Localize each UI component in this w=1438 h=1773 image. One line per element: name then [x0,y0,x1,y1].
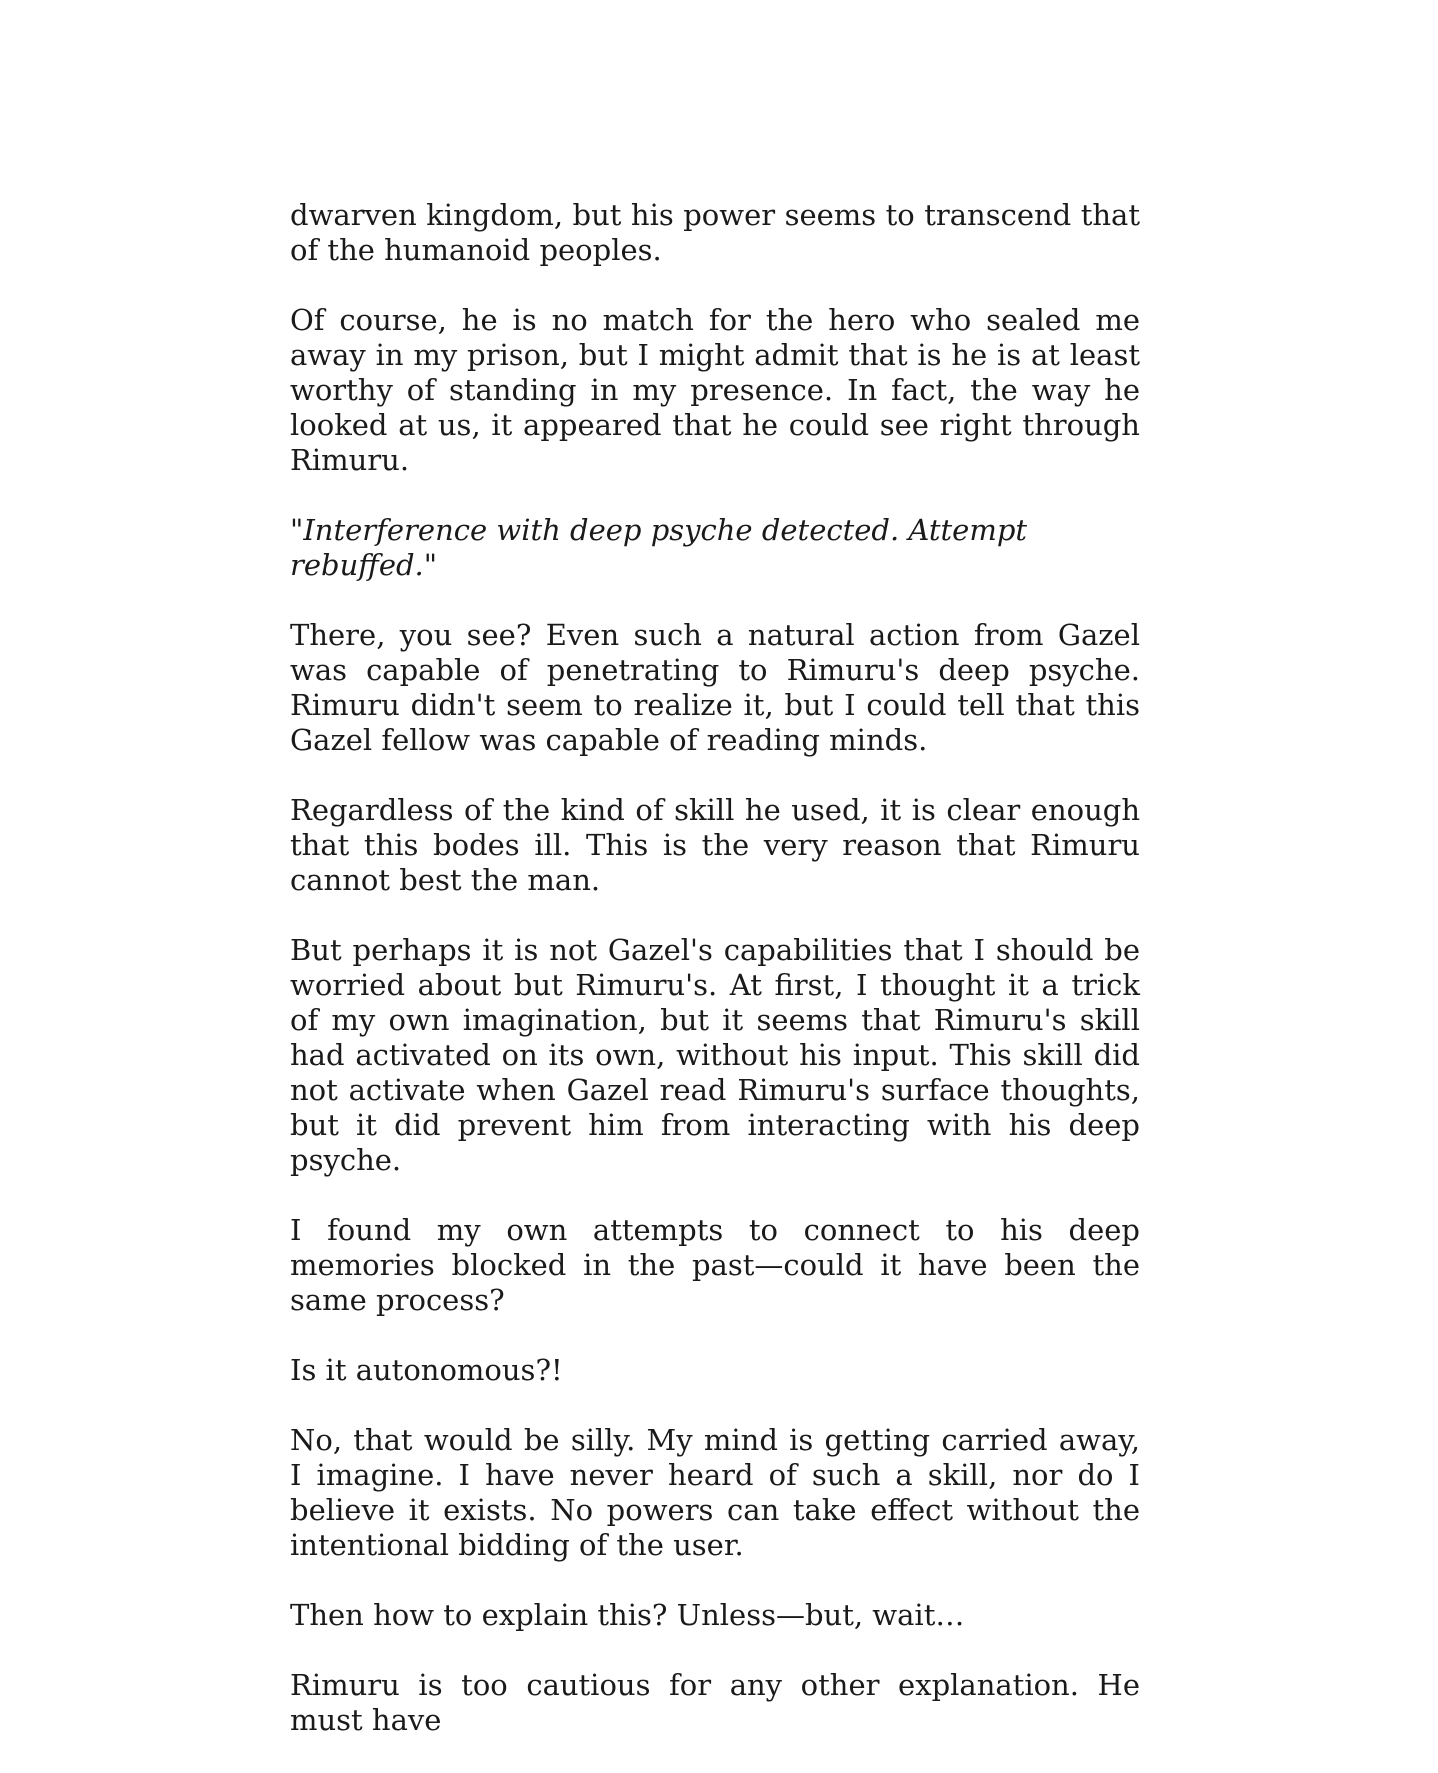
paragraph: Rimuru is too cautious for any other explanation. He must have [290,1668,1140,1737]
paragraph: Is it autonomous?! [290,1353,563,1387]
italic-quote: "Interference with deep psyche detected. Attempt rebuffed." [290,513,1028,582]
paragraph: Regardless of the kind of skill he used, it is clear enough that this bodes ill. This is the very reason that Rimuru cannot best the man. [290,793,1140,897]
paragraph: dwarven kingdom, but his power seems to transcend that of the humanoid peoples. [290,198,1140,267]
paragraph: Of course, he is no match for the hero who sealed me away in my prison, but I might admit that is he is at least worthy of standing in my presence. In fact, the way he looked at us, it appeared that he could see right through Rimuru. [290,303,1140,477]
paragraph: There, you see? Even such a natural action from Gazel was capable of penetrating to Rimuru's deep psyche. Rimuru didn't seem to realize it, but I could tell that this Gazel fellow was capable of reading minds. [290,618,1140,757]
paragraph: I found my own attempts to connect to his deep memories blocked in the past—could it have been the same process? [290,1213,1140,1317]
paragraph: Then how to explain this? Unless—but, wait… [290,1598,965,1632]
paragraph: But perhaps it is not Gazel's capabilities that I should be worried about but Rimuru's. At first, I thought it a trick of my own imagination, but it seems that Rimuru's skill had activated on its own, without his input. This skill did not activate when Gazel read Rimuru's surface thoughts, but it did prevent him from interacting with his deep psyche. [290,933,1140,1177]
paragraph: No, that would be silly. My mind is getting carried away, I imagine. I have never heard of such a skill, nor do I believe it exists. No powers can take effect without the intentional bidding of the user. [290,1423,1140,1562]
body-text [290,198,1140,1773]
